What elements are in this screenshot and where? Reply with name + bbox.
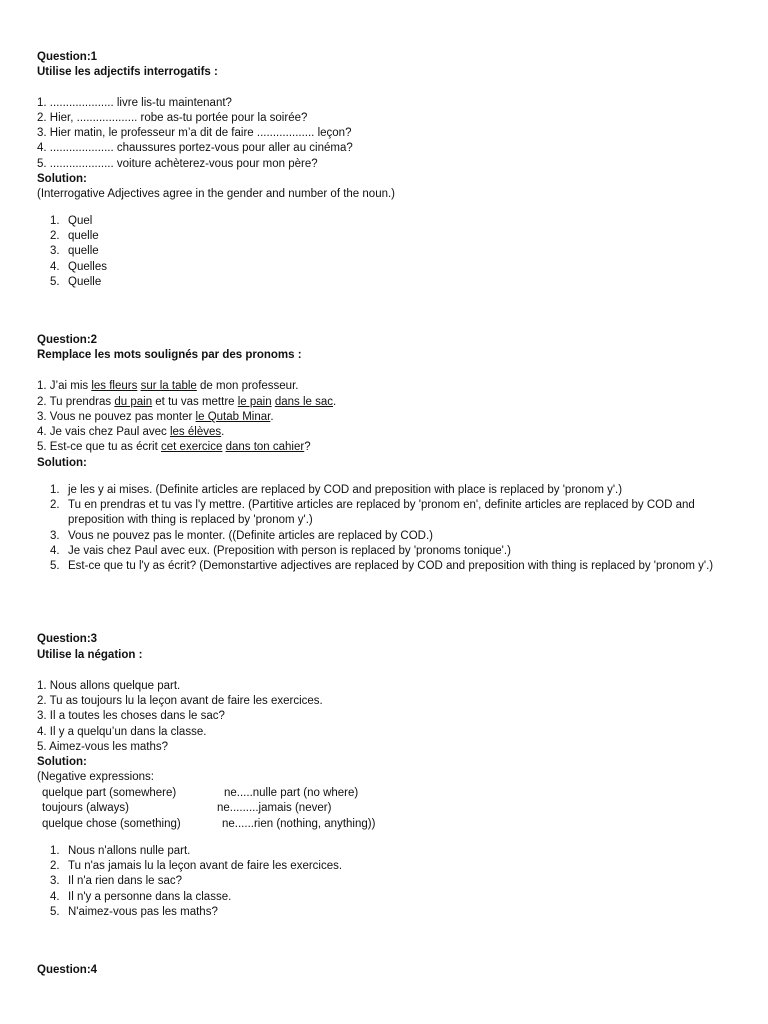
q2-item: 1. J’ai mis les fleurs sur la table de mon professeur. <box>37 380 299 392</box>
list-item: 4. Quelles <box>50 260 107 273</box>
q2-item: 5. Est-ce que tu as écrit cet exercice dans ton cahier? <box>37 441 311 453</box>
q1-item: 2. Hier, ................... robe as-tu portée pour la soirée? <box>37 112 308 124</box>
list-item: 1. je les y ai mises. (Definite articles are replaced by COD and preposition with place is replaced by 'pronom y'.) <box>50 484 623 496</box>
list-item: 2. Tu en prendras et tu vas l'y mettre. (Partitive articles are replaced by 'pronom en', definite articles are replaced by COD and preposition with thing is replaced by 'pronom y'.) <box>50 499 695 527</box>
q2-item: 2. Tu prendras du pain et tu vas mettre le pain dans le sac. <box>37 396 337 408</box>
underlined-words: du pain <box>114 396 153 408</box>
list-item: 4. Il n'y a personne dans la classe. <box>50 890 232 903</box>
q1-solution-label: Solution: <box>37 173 87 185</box>
q3-solution-label: Solution: <box>37 756 87 768</box>
list-item: 5. N'aimez-vous pas les maths? <box>50 905 218 918</box>
neg-expression-left: quelque part (somewhere) <box>42 787 177 799</box>
q2-item: 3. Vous ne pouvez pas monter le Qutab Minar. <box>37 411 274 423</box>
q3-item: 3. Il a toutes les choses dans le sac? <box>37 710 225 722</box>
q2-solution-label: Solution: <box>37 457 87 469</box>
list-item: 1. Nous n'allons nulle part. <box>50 845 191 857</box>
underlined-words: dans le sac <box>274 396 334 408</box>
q1-answer-list <box>37 214 737 290</box>
underlined-words: les fleurs <box>91 380 138 392</box>
neg-expression-right: ne.....nulle part (no where) <box>224 787 359 799</box>
neg-expression-left: quelque chose (something) <box>42 818 181 830</box>
q2-instruction: Remplace les mots soulignés par des pronoms : <box>37 349 302 361</box>
underlined-words: cet exercice <box>161 441 223 453</box>
list-item: 5. Est-ce que tu l'y as écrit? (Demonstartive adjectives are replaced by COD and preposition with thing is replaced by 'pronom y'.) <box>50 560 714 573</box>
q3-neg-header: (Negative expressions: <box>37 771 154 783</box>
underlined-words: dans ton cahier <box>225 441 305 453</box>
underlined-words: le Qutab Minar <box>195 411 271 423</box>
list-item: 5. Quelle <box>50 275 102 288</box>
list-item: 2. quelle <box>50 230 99 243</box>
neg-expression-right: ne......rien (nothing, anything)) <box>222 818 376 830</box>
q2-answer-list <box>37 483 737 574</box>
q1-item: 1. .................... livre lis-tu maintenant? <box>37 97 232 109</box>
list-item: 3. Il n'a rien dans le sac? <box>50 875 183 888</box>
q3-item: 4. Il y a quelqu’un dans la classe. <box>37 726 207 738</box>
q4-title: Question:4 <box>37 964 98 976</box>
underlined-words: les élèves <box>169 426 222 438</box>
list-item: 3. quelle <box>50 245 99 258</box>
list-item: 3. Vous ne pouvez pas le monter. ((Definite articles are replaced by COD.) <box>50 529 433 542</box>
q1-item: 5. .................... voiture achèterez-vous pour mon père? <box>37 158 318 170</box>
q1-instruction: Utilise les adjectifs interrogatifs : <box>37 66 218 78</box>
q3-title: Question:3 <box>37 633 98 645</box>
q3-answer-list <box>37 844 737 920</box>
neg-expression-right: ne.........jamais (never) <box>217 802 332 814</box>
q3-instruction: Utilise la négation : <box>37 649 143 661</box>
q1-item: 3. Hier matin, le professeur m’a dit de faire .................. leçon? <box>37 127 352 139</box>
list-item: 2. Tu n'as jamais lu la leçon avant de faire les exercices. <box>50 860 343 873</box>
underlined-words: le pain <box>237 396 272 408</box>
q3-item: 5. Aimez-vous les maths? <box>37 741 169 753</box>
neg-expression-left: toujours (always) <box>42 802 129 814</box>
q3-item: 2. Tu as toujours lu la leçon avant de faire les exercices. <box>37 695 323 707</box>
q1-title: Question:1 <box>37 51 98 63</box>
q3-item: 1. Nous allons quelque part. <box>37 680 181 692</box>
q2-title: Question:2 <box>37 334 98 346</box>
q1-note: (Interrogative Adjectives agree in the gender and number of the noun.) <box>37 188 396 200</box>
list-item: 1. Quel <box>50 215 93 227</box>
q1-item: 4. .................... chaussures portez-vous pour aller au cinéma? <box>37 142 353 154</box>
underlined-words: sur la table <box>140 380 197 392</box>
list-item: 4. Je vais chez Paul avec eux. (Preposition with person is replaced by 'pronoms tonique'.) <box>50 544 511 557</box>
q2-item: 4. Je vais chez Paul avec les élèves. <box>37 426 225 438</box>
